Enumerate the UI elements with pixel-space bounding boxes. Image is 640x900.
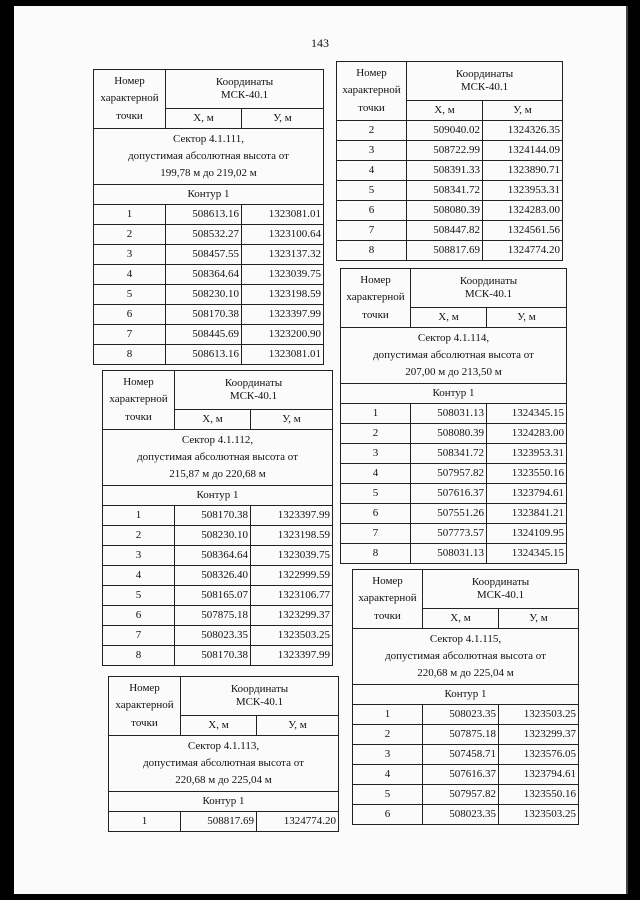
coord-table-sector-111 <box>93 69 324 365</box>
x-coordinate-cell: 508023.35 <box>423 805 499 825</box>
x-header: X, м <box>166 109 242 129</box>
point-number-cell: 1 <box>109 812 181 832</box>
y-coordinate-cell: 1323137.32 <box>242 245 324 265</box>
table-row <box>103 566 333 586</box>
x-coordinate-cell: 508230.10 <box>175 526 251 546</box>
y-coordinate-cell: 1323953.31 <box>487 444 567 464</box>
point-number-cell: 8 <box>337 241 407 261</box>
coord-table-sector-115 <box>352 569 579 825</box>
table-row <box>94 305 324 325</box>
point-number-cell: 3 <box>353 745 423 765</box>
y-coordinate-cell: 1323397.99 <box>242 305 324 325</box>
x-coordinate-cell: 508364.64 <box>175 546 251 566</box>
y-header: У, м <box>487 308 567 328</box>
y-coordinate-cell: 1324326.35 <box>483 121 563 141</box>
y-coordinate-cell: 1322999.59 <box>251 566 333 586</box>
point-number-cell: 5 <box>353 785 423 805</box>
point-number-cell: 4 <box>337 161 407 181</box>
y-coordinate-cell: 1323299.37 <box>499 725 579 745</box>
x-coordinate-cell: 508170.38 <box>175 506 251 526</box>
y-coordinate-cell: 1323794.61 <box>487 484 567 504</box>
x-coordinate-cell: 508170.38 <box>166 305 242 325</box>
point-number-cell: 7 <box>94 325 166 345</box>
x-coordinate-cell: 508722.99 <box>407 141 483 161</box>
x-coordinate-cell: 508023.35 <box>175 626 251 646</box>
table-row <box>337 141 563 161</box>
sector-title: Сектор 4.1.112, допустимая абсолютная высота от 215,87 м до 220,68 м <box>103 430 333 486</box>
x-coordinate-cell: 508165.07 <box>175 586 251 606</box>
y-coordinate-cell: 1323503.25 <box>251 626 333 646</box>
x-coordinate-cell: 508445.69 <box>166 325 242 345</box>
point-number-header: Номер характерной точки <box>341 269 411 328</box>
point-number-cell: 5 <box>103 586 175 606</box>
y-header: У, м <box>251 410 333 430</box>
point-number-cell: 4 <box>94 265 166 285</box>
point-number-header: Номер характерной точки <box>109 677 181 736</box>
y-header: У, м <box>499 609 579 629</box>
point-number-cell: 2 <box>341 424 411 444</box>
y-coordinate-cell: 1323890.71 <box>483 161 563 181</box>
table-row <box>341 444 567 464</box>
x-coordinate-cell: 508613.16 <box>166 205 242 225</box>
x-coordinate-cell: 507616.37 <box>411 484 487 504</box>
point-number-cell: 7 <box>341 524 411 544</box>
table-row <box>341 504 567 524</box>
x-header: X, м <box>411 308 487 328</box>
contour-label: Контур 1 <box>103 486 333 506</box>
y-coordinate-cell: 1324774.20 <box>483 241 563 261</box>
table-row <box>353 705 579 725</box>
point-number-cell: 2 <box>103 526 175 546</box>
point-number-cell: 1 <box>103 506 175 526</box>
x-header: X, м <box>423 609 499 629</box>
table-row <box>94 225 324 245</box>
table-row <box>341 524 567 544</box>
point-number-cell: 3 <box>337 141 407 161</box>
contour-label: Контур 1 <box>341 384 567 404</box>
point-number-cell: 5 <box>337 181 407 201</box>
coord-table-sector-112 <box>102 370 333 666</box>
x-coordinate-cell: 507616.37 <box>423 765 499 785</box>
table-row <box>94 285 324 305</box>
table-row <box>103 506 333 526</box>
y-coordinate-cell: 1323550.16 <box>499 785 579 805</box>
table-row <box>103 626 333 646</box>
coords-header: Координаты МСК-40.1 <box>181 677 339 716</box>
table-row <box>353 805 579 825</box>
x-coordinate-cell: 508341.72 <box>407 181 483 201</box>
point-number-cell: 1 <box>353 705 423 725</box>
point-number-cell: 7 <box>337 221 407 241</box>
x-coordinate-cell: 507458.71 <box>423 745 499 765</box>
y-coordinate-cell: 1324144.09 <box>483 141 563 161</box>
y-coordinate-cell: 1324345.15 <box>487 404 567 424</box>
table-row <box>103 546 333 566</box>
point-number-cell: 5 <box>94 285 166 305</box>
y-coordinate-cell: 1323081.01 <box>242 205 324 225</box>
point-number-cell: 6 <box>103 606 175 626</box>
x-coordinate-cell: 507551.26 <box>411 504 487 524</box>
x-coordinate-cell: 508447.82 <box>407 221 483 241</box>
table-row <box>94 265 324 285</box>
coord-table-sector-114 <box>340 268 567 564</box>
y-coordinate-cell: 1323106.77 <box>251 586 333 606</box>
y-coordinate-cell: 1323503.25 <box>499 805 579 825</box>
table-row <box>337 201 563 221</box>
point-number-cell: 3 <box>341 444 411 464</box>
point-number-cell: 2 <box>94 225 166 245</box>
coord-table-sector-113-continued <box>336 61 563 261</box>
x-coordinate-cell: 508817.69 <box>181 812 257 832</box>
contour-label: Контур 1 <box>109 792 339 812</box>
table-row <box>341 484 567 504</box>
x-coordinate-cell: 508613.16 <box>166 345 242 365</box>
sector-title: Сектор 4.1.115, допустимая абсолютная высота от 220,68 м до 225,04 м <box>353 629 579 685</box>
point-number-cell: 6 <box>94 305 166 325</box>
x-coordinate-cell: 508230.10 <box>166 285 242 305</box>
page-number: 143 <box>311 36 329 50</box>
point-number-cell: 5 <box>341 484 411 504</box>
table-row <box>103 646 333 666</box>
x-coordinate-cell: 508391.33 <box>407 161 483 181</box>
table-row <box>94 245 324 265</box>
table-row <box>341 404 567 424</box>
x-header: X, м <box>181 716 257 736</box>
x-header: X, м <box>407 101 483 121</box>
y-coordinate-cell: 1323397.99 <box>251 506 333 526</box>
table-row <box>341 544 567 564</box>
table-row <box>353 785 579 805</box>
table-row <box>337 181 563 201</box>
y-coordinate-cell: 1323198.59 <box>251 526 333 546</box>
y-coordinate-cell: 1323100.64 <box>242 225 324 245</box>
x-coordinate-cell: 508364.64 <box>166 265 242 285</box>
point-number-cell: 4 <box>103 566 175 586</box>
point-number-cell: 1 <box>341 404 411 424</box>
x-coordinate-cell: 508031.13 <box>411 404 487 424</box>
table-row <box>103 526 333 546</box>
point-number-cell: 8 <box>341 544 411 564</box>
point-number-header: Номер характерной точки <box>103 371 175 430</box>
point-number-cell: 1 <box>94 205 166 225</box>
point-number-cell: 3 <box>94 245 166 265</box>
table-row <box>94 205 324 225</box>
x-coordinate-cell: 508031.13 <box>411 544 487 564</box>
table-row <box>341 424 567 444</box>
point-number-cell: 4 <box>341 464 411 484</box>
point-number-cell: 8 <box>103 646 175 666</box>
y-coordinate-cell: 1323576.05 <box>499 745 579 765</box>
coords-header: Координаты МСК-40.1 <box>166 70 324 109</box>
x-coordinate-cell: 508023.35 <box>423 705 499 725</box>
x-coordinate-cell: 507875.18 <box>175 606 251 626</box>
x-coordinate-cell: 507957.82 <box>411 464 487 484</box>
y-coordinate-cell: 1323039.75 <box>242 265 324 285</box>
y-header: У, м <box>242 109 324 129</box>
y-coordinate-cell: 1324109.95 <box>487 524 567 544</box>
sector-title: Сектор 4.1.113, допустимая абсолютная высота от 220,68 м до 225,04 м <box>109 736 339 792</box>
table-row <box>353 725 579 745</box>
x-coordinate-cell: 508080.39 <box>407 201 483 221</box>
table-row <box>337 161 563 181</box>
point-number-cell: 2 <box>337 121 407 141</box>
x-coordinate-cell: 508341.72 <box>411 444 487 464</box>
y-coordinate-cell: 1323081.01 <box>242 345 324 365</box>
point-number-cell: 7 <box>103 626 175 646</box>
point-number-cell: 3 <box>103 546 175 566</box>
table-row <box>341 464 567 484</box>
point-number-header: Номер характерной точки <box>94 70 166 129</box>
table-row <box>353 765 579 785</box>
table-row <box>337 221 563 241</box>
table-row <box>337 121 563 141</box>
table-row <box>94 345 324 365</box>
x-coordinate-cell: 507875.18 <box>423 725 499 745</box>
x-coordinate-cell: 508170.38 <box>175 646 251 666</box>
y-header: У, м <box>257 716 339 736</box>
coords-header: Координаты МСК-40.1 <box>175 371 333 410</box>
y-coordinate-cell: 1324774.20 <box>257 812 339 832</box>
sector-title: Сектор 4.1.114, допустимая абсолютная высота от 207,00 м до 213,50 м <box>341 328 567 384</box>
point-number-header: Номер характерной точки <box>337 62 407 121</box>
table-row <box>353 745 579 765</box>
point-number-cell: 6 <box>341 504 411 524</box>
y-coordinate-cell: 1324345.15 <box>487 544 567 564</box>
coords-header: Координаты МСК-40.1 <box>411 269 567 308</box>
y-coordinate-cell: 1323039.75 <box>251 546 333 566</box>
y-coordinate-cell: 1324283.00 <box>483 201 563 221</box>
point-number-cell: 2 <box>353 725 423 745</box>
y-coordinate-cell: 1324283.00 <box>487 424 567 444</box>
y-coordinate-cell: 1324561.56 <box>483 221 563 241</box>
y-coordinate-cell: 1323794.61 <box>499 765 579 785</box>
table-row <box>103 586 333 606</box>
y-header: У, м <box>483 101 563 121</box>
y-coordinate-cell: 1323953.31 <box>483 181 563 201</box>
y-coordinate-cell: 1323503.25 <box>499 705 579 725</box>
table-row <box>94 325 324 345</box>
x-coordinate-cell: 507957.82 <box>423 785 499 805</box>
x-header: X, м <box>175 410 251 430</box>
x-coordinate-cell: 508817.69 <box>407 241 483 261</box>
y-coordinate-cell: 1323841.21 <box>487 504 567 524</box>
point-number-cell: 8 <box>94 345 166 365</box>
x-coordinate-cell: 508080.39 <box>411 424 487 444</box>
y-coordinate-cell: 1323299.37 <box>251 606 333 626</box>
point-number-cell: 4 <box>353 765 423 785</box>
coord-table-sector-113 <box>108 676 339 832</box>
y-coordinate-cell: 1323550.16 <box>487 464 567 484</box>
table-row <box>337 241 563 261</box>
document-page <box>14 6 628 894</box>
point-number-cell: 6 <box>337 201 407 221</box>
y-coordinate-cell: 1323200.90 <box>242 325 324 345</box>
x-coordinate-cell: 508326.40 <box>175 566 251 586</box>
x-coordinate-cell: 508532.27 <box>166 225 242 245</box>
table-row <box>109 812 339 832</box>
x-coordinate-cell: 509040.02 <box>407 121 483 141</box>
y-coordinate-cell: 1323198.59 <box>242 285 324 305</box>
table-row <box>103 606 333 626</box>
coords-header: Координаты МСК-40.1 <box>423 570 579 609</box>
contour-label: Контур 1 <box>94 185 324 205</box>
coords-header: Координаты МСК-40.1 <box>407 62 563 101</box>
point-number-header: Номер характерной точки <box>353 570 423 629</box>
x-coordinate-cell: 508457.55 <box>166 245 242 265</box>
contour-label: Контур 1 <box>353 685 579 705</box>
sector-title: Сектор 4.1.111, допустимая абсолютная высота от 199,78 м до 219,02 м <box>94 129 324 185</box>
y-coordinate-cell: 1323397.99 <box>251 646 333 666</box>
point-number-cell: 6 <box>353 805 423 825</box>
x-coordinate-cell: 507773.57 <box>411 524 487 544</box>
